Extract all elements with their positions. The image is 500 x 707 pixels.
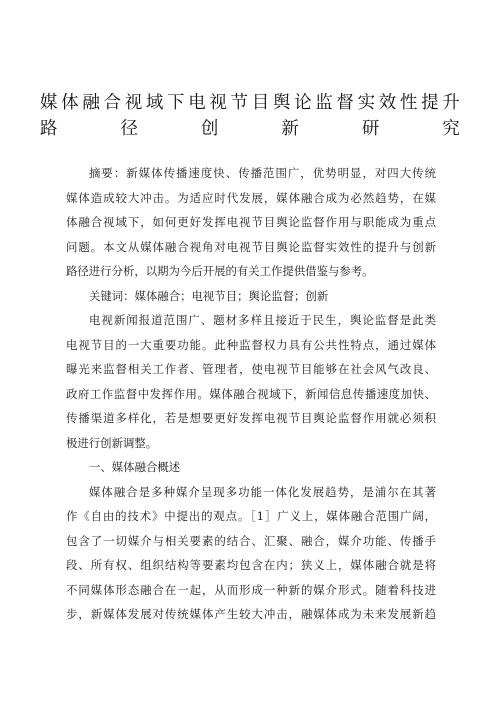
intro-line: 政府工作监督中发挥作用。媒体融合视域下，新闻信息传播速度加快、	[66, 386, 436, 401]
paper-title	[40, 90, 460, 142]
keywords-paragraph	[66, 284, 436, 309]
abstract-line: 媒体造成较大冲击。为适应时代发展，媒体融合成为必然趋势，在媒	[66, 190, 436, 205]
abstract-line: 路径进行分析，以期为今后开展的有关工作提供借鉴与参考。	[66, 264, 374, 278]
section-1-line: 段、所有权、组织结构等要素均包含在内；狭义上，媒体融合就是将	[66, 558, 436, 572]
intro-line: 电视节目的一大重要功能。此种监督权力具有公共性特点，通过媒体	[66, 337, 436, 352]
intro-line: 电视新闻报道范围广、题材多样且接近于民生，舆论监督是此类	[89, 313, 436, 327]
section-1-line: 步，新媒体发展对传统媒体产生较大冲击，融媒体成为未来发展新趋	[66, 607, 436, 621]
abstract-paragraph	[66, 161, 436, 284]
section-1-paragraph	[66, 480, 436, 627]
section-1-line: 不同媒体形态融合在一起，从而形成一种新的媒介形式。随着科技进	[66, 582, 436, 597]
title-line-1: 媒体融合视域下电视节目舆论监督实效性提升	[40, 93, 460, 113]
keywords-line: 关键词：媒体融合；电视节目；舆论监督；创新	[89, 288, 329, 303]
section-heading: 一、媒体融合概述	[89, 460, 181, 474]
intro-paragraph	[66, 308, 436, 455]
title-line-2: 路径创新研究	[40, 119, 460, 139]
section-1-heading	[66, 455, 436, 480]
abstract-line: 问题。本文从媒体融合视角对电视节目舆论监督实效性的提升与创新	[66, 239, 436, 254]
section-1-line: 包含了一切媒介与相关要素的结合、汇聚、融合，媒介功能、传播手	[66, 533, 436, 548]
intro-line: 极进行创新调整。	[66, 435, 158, 450]
section-1-line: 媒体融合是多种媒介呈现多功能一体化发展趋势，是浦尔在其著	[89, 484, 436, 499]
abstract-line: 体融合视域下，如何更好发挥电视节目舆论监督作用与职能成为重点	[66, 215, 436, 229]
abstract-line: 摘要：新媒体传播速度快、传播范围广，优势明显，对四大传统	[89, 166, 436, 180]
intro-line: 曝光来监督相关工作者、管理者，使电视节目能够在社会风气改良、	[66, 362, 436, 376]
section-1-line: 作《自由的技术》中提出的观点。［1］广义上，媒体融合范围广阔，	[66, 509, 436, 523]
paper-body	[66, 161, 436, 627]
intro-line: 传播渠道多样化，若是想要更好发挥电视节目舆论监督作用就必须积	[66, 411, 436, 425]
